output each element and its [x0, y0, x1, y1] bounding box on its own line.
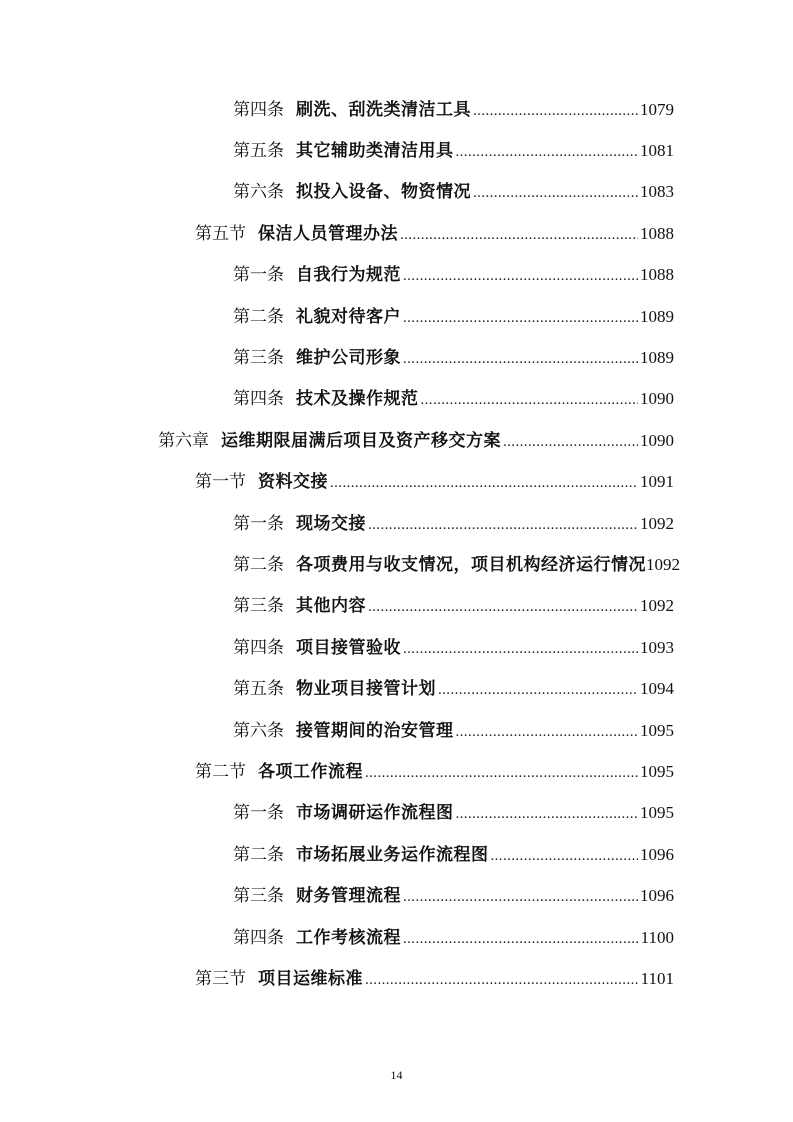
toc-entry-number: 第二条 [233, 554, 284, 575]
toc-dot-leader [403, 269, 638, 284]
toc-entry-number: 第三节 [195, 968, 246, 989]
toc-dot-leader [473, 186, 638, 201]
toc-entry-number: 第四条 [233, 389, 284, 410]
toc-entry-number: 第一条 [233, 265, 284, 286]
toc-entry-page: 1094 [640, 679, 674, 699]
toc-dot-leader [368, 600, 638, 615]
toc-entry-title: 资料交接 [258, 472, 328, 493]
toc-entry-page: 1092 [640, 513, 674, 533]
toc-entry[interactable] [0, 255, 793, 296]
page-number: 14 [390, 1068, 403, 1082]
toc-dot-leader [403, 311, 638, 326]
toc-dot-leader [456, 807, 639, 822]
toc-entry-page: 1090 [640, 389, 674, 409]
toc-entry[interactable] [0, 130, 793, 171]
toc-entry-title: 刷洗、刮洗类清洁工具 [296, 99, 471, 120]
toc-entry[interactable] [0, 213, 793, 254]
toc-dot-leader [503, 435, 638, 450]
toc-entry-title: 接管期间的治安管理 [296, 720, 454, 741]
toc-entry-page: 1100 [640, 927, 674, 947]
toc-dot-leader [403, 932, 639, 947]
toc-entry-page: 1095 [640, 761, 674, 781]
toc-entry-number: 第二条 [233, 844, 284, 865]
toc-entry-number: 第二节 [195, 761, 246, 782]
toc-entry-page: 1095 [640, 803, 674, 823]
toc-entry-number: 第三条 [233, 886, 284, 907]
toc-dot-leader [368, 518, 638, 533]
toc-entry[interactable] [0, 668, 793, 709]
toc-entry-title: 保洁人员管理办法 [258, 223, 398, 244]
toc-entry-title: 工作考核流程 [296, 927, 401, 948]
table-of-contents [0, 89, 793, 1000]
toc-entry[interactable] [0, 172, 793, 213]
toc-entry-title: 财务管理流程 [296, 886, 401, 907]
toc-entry-number: 第四条 [233, 99, 284, 120]
toc-dot-leader [456, 725, 639, 740]
toc-entry[interactable] [0, 544, 793, 585]
toc-dot-leader [473, 104, 638, 119]
toc-entry-number: 第三条 [233, 348, 284, 369]
toc-entry-page: 1101 [640, 968, 674, 988]
toc-entry-title: 技术及操作规范 [296, 389, 419, 410]
toc-entry-title: 市场调研运作流程图 [296, 803, 454, 824]
toc-entry[interactable] [0, 337, 793, 378]
toc-entry-number: 第一节 [195, 472, 246, 493]
toc-entry-number: 第六条 [233, 720, 284, 741]
toc-dot-leader [400, 228, 638, 243]
toc-dot-leader [403, 890, 638, 905]
toc-entry-number: 第二条 [233, 306, 284, 327]
toc-entry-page: 1095 [640, 720, 674, 740]
toc-entry-number: 第四条 [233, 637, 284, 658]
toc-entry-title: 运维期限届满后项目及资产移交方案 [221, 430, 501, 451]
toc-entry[interactable] [0, 793, 793, 834]
toc-entry-page: 1090 [640, 430, 674, 450]
toc-entry[interactable] [0, 89, 793, 130]
toc-entry[interactable] [0, 627, 793, 668]
toc-entry[interactable] [0, 917, 793, 958]
toc-dot-leader [491, 849, 639, 864]
toc-entry-title: 各项费用与收支情况，项目机构经济运行情况 [296, 554, 646, 575]
toc-entry-number: 第三条 [233, 596, 284, 617]
toc-entry-page: 1091 [640, 472, 674, 492]
toc-entry-title: 现场交接 [296, 513, 366, 534]
toc-dot-leader [365, 766, 638, 781]
toc-entry-title: 维护公司形象 [296, 348, 401, 369]
toc-entry-title: 市场拓展业务运作流程图 [296, 844, 489, 865]
toc-dot-leader [438, 683, 638, 698]
toc-entry-title: 拟投入设备、物资情况 [296, 182, 471, 203]
toc-entry-title: 其他内容 [296, 596, 366, 617]
toc-entry-page: 1096 [640, 886, 674, 906]
toc-entry-number: 第六章 [158, 430, 209, 451]
toc-entry[interactable] [0, 379, 793, 420]
toc-entry[interactable] [0, 296, 793, 337]
toc-entry-page: 1093 [640, 637, 674, 657]
toc-entry-page: 1081 [640, 141, 674, 161]
toc-entry[interactable] [0, 503, 793, 544]
toc-entry[interactable] [0, 710, 793, 751]
toc-entry[interactable] [0, 420, 793, 461]
toc-entry-title: 礼貌对待客户 [296, 306, 401, 327]
toc-entry[interactable] [0, 751, 793, 792]
toc-entry-title: 项目接管验收 [296, 637, 401, 658]
toc-entry-page: 1088 [640, 265, 674, 285]
toc-entry-title: 物业项目接管计划 [296, 679, 436, 700]
toc-entry-page: 1088 [640, 223, 674, 243]
toc-dot-leader [365, 973, 639, 988]
toc-entry-page: 1096 [640, 844, 674, 864]
toc-entry[interactable] [0, 462, 793, 503]
toc-entry-title: 其它辅助类清洁用具 [296, 141, 454, 162]
toc-entry-page: 1083 [640, 182, 674, 202]
toc-entry[interactable] [0, 875, 793, 916]
toc-dot-leader [456, 145, 639, 160]
toc-dot-leader [421, 393, 639, 408]
toc-entry-number: 第六条 [233, 182, 284, 203]
toc-entry-page: 1079 [640, 99, 674, 119]
toc-entry[interactable] [0, 834, 793, 875]
toc-entry-number: 第五条 [233, 679, 284, 700]
toc-entry-number: 第五节 [195, 223, 246, 244]
toc-entry[interactable] [0, 586, 793, 627]
toc-dot-leader [403, 352, 638, 367]
toc-entry-page: 1089 [640, 348, 674, 368]
toc-entry-title: 各项工作流程 [258, 761, 363, 782]
toc-entry-title: 自我行为规范 [296, 265, 401, 286]
toc-entry-number: 第一条 [233, 803, 284, 824]
toc-entry-title: 项目运维标准 [258, 968, 363, 989]
toc-entry-number: 第一条 [233, 513, 284, 534]
toc-entry-number: 第五条 [233, 141, 284, 162]
toc-dot-leader [403, 642, 638, 657]
toc-entry[interactable] [0, 958, 793, 999]
toc-entry-number: 第四条 [233, 927, 284, 948]
toc-entry-page: 1089 [640, 306, 674, 326]
toc-entry-page: 1092 [646, 554, 680, 574]
toc-entry-page: 1092 [640, 596, 674, 616]
toc-dot-leader [330, 476, 638, 491]
